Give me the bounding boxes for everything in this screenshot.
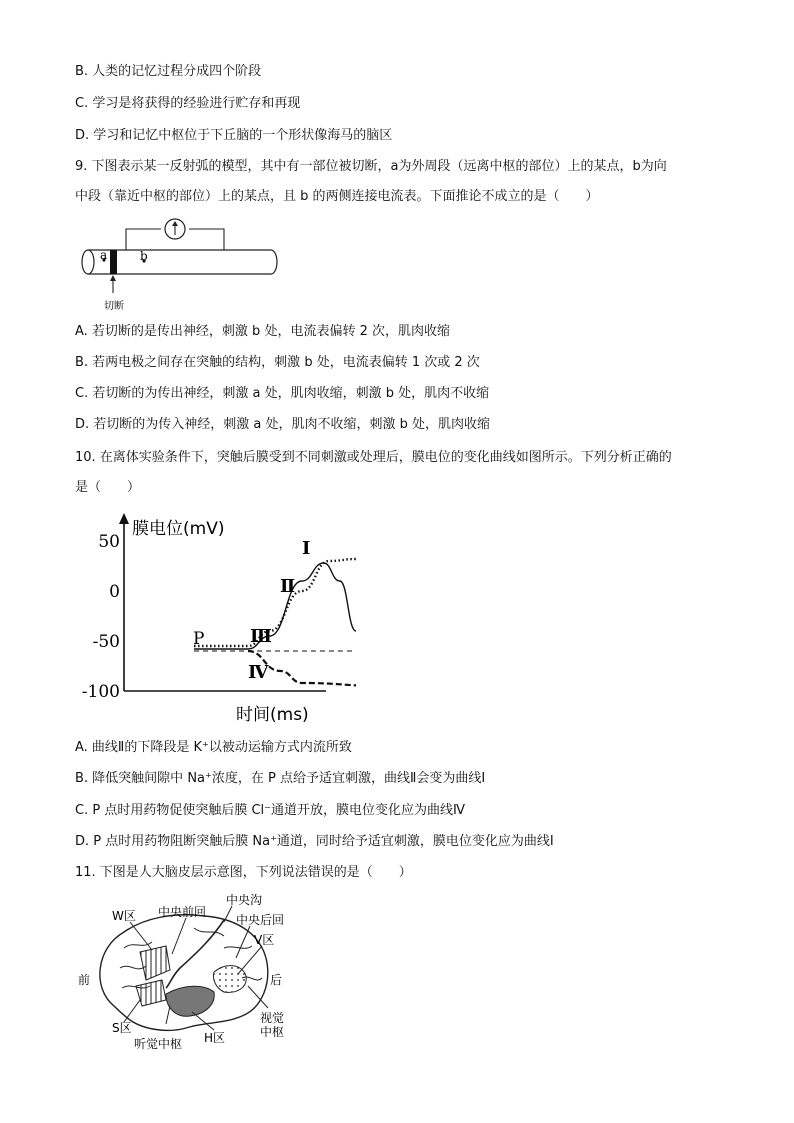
q10-stem-line1: 10. 在离体实验条件下，突触后膜受到不同刺激或处理后，膜电位的变化曲线如图所示。下列分析正确的 (75, 450, 672, 465)
y-tick-label: -50 (92, 632, 120, 652)
membrane-potential-chart (76, 508, 356, 728)
label-w-area: W区 (112, 909, 136, 923)
q9-option-b: B. 若两电极之间存在突触的结构，刺激 b 处，电流表偏转 1 次或 2 次 (75, 355, 480, 370)
label-v-area: V区 (254, 933, 275, 947)
q10-option-b: B. 降低突触间隙中 Na⁺浓度，在 P 点给予适宜刺激，曲线Ⅱ会变为曲线Ⅰ (75, 771, 486, 786)
y-tick-label: 0 (109, 582, 120, 602)
y-tick-label: -100 (81, 682, 120, 702)
series-label-4: Ⅳ (248, 662, 269, 683)
label-h-area: H区 (204, 1031, 226, 1045)
label-precentral: 中央前回 (158, 905, 207, 919)
label-central-sulcus: 中央沟 (226, 893, 263, 907)
q9-option-d: D. 若切断的为传入神经，刺激 a 处，肌肉不收缩，刺激 b 处，肌肉收缩 (75, 417, 491, 432)
label-b: b (140, 249, 148, 263)
label-visual-2: 中枢 (260, 1025, 285, 1039)
series-label-1: Ⅰ (302, 538, 311, 559)
q10-option-a: A. 曲线Ⅱ的下降段是 K⁺以被动运输方式内流所致 (75, 740, 352, 755)
label-back: 后 (270, 973, 283, 987)
label-a: a (100, 248, 108, 262)
q11-stem: 11. 下图是人大脑皮层示意图，下列说法错误的是（ ） (75, 865, 412, 880)
q9-option-a: A. 若切断的是传出神经，刺激 b 处，电流表偏转 2 次，肌肉收缩 (75, 324, 450, 339)
y-tick-label: 50 (98, 532, 120, 552)
series-label-2: Ⅱ (280, 576, 296, 597)
label-visual-1: 视觉 (260, 1011, 285, 1025)
series-line-2 (194, 563, 356, 659)
q10-stem-line2: 是（ ） (75, 480, 141, 495)
q9-stem-line1: 9. 下图表示某一反射弧的模型，其中有一部位被切断，a为外周段（远离中枢的部位）上的某点，b为向 (75, 159, 667, 174)
label-s-area: S区 (112, 1021, 132, 1035)
q10-option-c: C. P 点时用药物促使突触后膜 Cl⁻通道开放，膜电位变化应为曲线Ⅳ (75, 803, 465, 818)
q9-stem-line2: 中段（靠近中枢的部位）上的某点，且 b 的两侧连接电流表。下面推论不成立的是（ ） (75, 189, 599, 204)
y-axis-arrow (119, 513, 129, 524)
reflex-arc-figure (76, 213, 286, 318)
y-axis-label: 膜电位(mV) (132, 519, 225, 539)
series-label-3: Ⅲ (250, 626, 272, 647)
q8-option-c: C. 学习是将获得的经验进行贮存和再现 (75, 96, 301, 111)
cut-label: 切断 (104, 301, 124, 312)
q8-option-b: B. 人类的记忆过程分成四个阶段 (75, 64, 262, 79)
label-postcentral: 中央后回 (236, 913, 285, 927)
q8-option-d: D. 学习和记忆中枢位于下丘脑的一个形状像海马的脑区 (75, 128, 393, 143)
label-auditory: 听觉中枢 (134, 1037, 183, 1051)
x-axis-label: 时间(ms) (236, 705, 309, 725)
cut-block (110, 250, 117, 274)
point-p-label: P (193, 629, 205, 649)
q9-option-c: C. 若切断的为传出神经，刺激 a 处，肌肉收缩，刺激 b 处，肌肉不收缩 (75, 386, 490, 401)
cerebral-cortex-figure (74, 888, 314, 1058)
label-front: 前 (78, 973, 91, 987)
q10-option-d: D. P 点时用药物阻断突触后膜 Na⁺通道，同时给予适宜刺激，膜电位变化应为曲线Ⅰ (75, 834, 554, 849)
